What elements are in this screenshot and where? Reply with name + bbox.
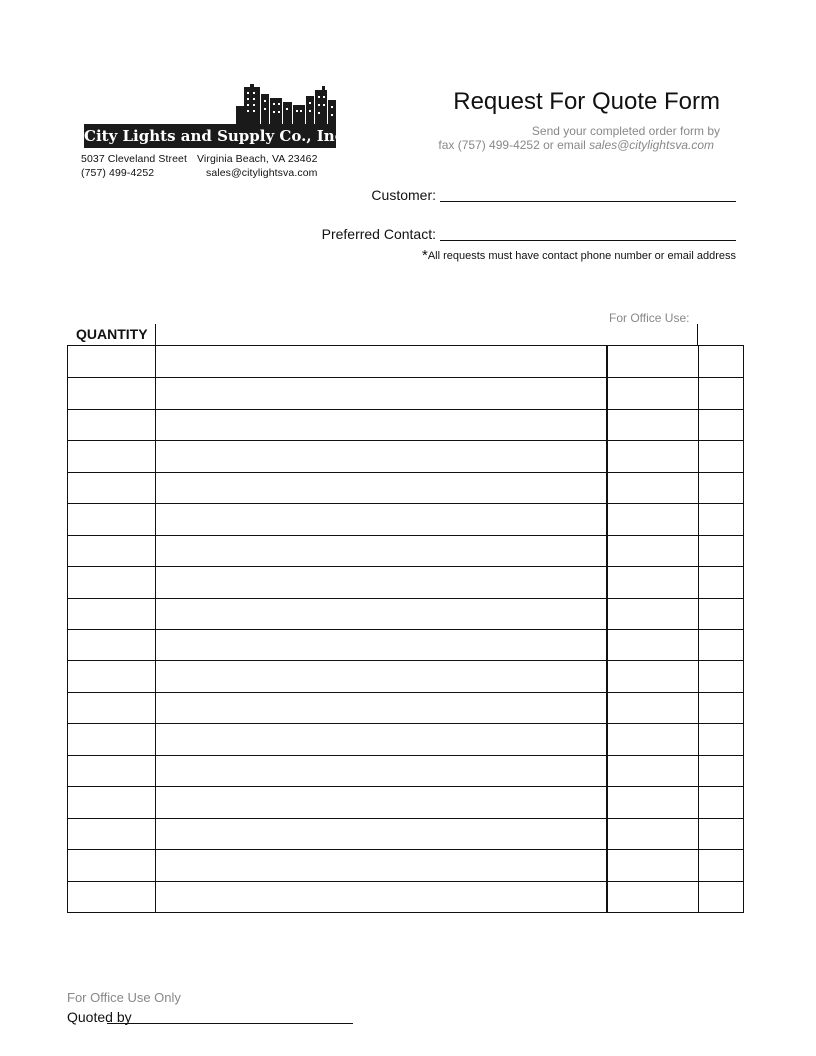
table-row-divider bbox=[68, 786, 743, 787]
fax-email-link[interactable]: sales@citylightsva.com bbox=[589, 138, 714, 152]
company-email: sales@citylightsva.com bbox=[206, 167, 318, 179]
send-instructions: Send your completed order form by bbox=[531, 124, 720, 138]
footer-office-use-label: For Office Use Only bbox=[67, 990, 181, 1005]
table-row-divider bbox=[68, 723, 743, 724]
preferred-contact-field[interactable] bbox=[440, 240, 736, 241]
contact-requirement-note bbox=[380, 247, 736, 264]
company-name: City Lights and Supply Co., Inc. bbox=[84, 127, 350, 145]
table-row-divider bbox=[68, 881, 743, 882]
table-row-divider bbox=[68, 472, 743, 473]
customer-label: Customer: bbox=[371, 187, 436, 203]
quoted-by-field[interactable] bbox=[107, 1023, 353, 1024]
table-row-divider bbox=[68, 598, 743, 599]
table-row-divider bbox=[68, 629, 743, 630]
office-use-header: For Office Use: bbox=[609, 311, 690, 325]
fax-email-instructions bbox=[380, 138, 714, 152]
table-row-divider bbox=[68, 535, 743, 536]
quoted-by-label: Quoted by bbox=[67, 1009, 132, 1025]
customer-field[interactable] bbox=[440, 201, 736, 202]
table-row-divider bbox=[68, 818, 743, 819]
company-city: Virginia Beach, VA 23462 bbox=[197, 153, 318, 165]
table-row-divider bbox=[68, 692, 743, 693]
header-divider bbox=[155, 324, 156, 346]
table-row-divider bbox=[68, 566, 743, 567]
note-asterisk: * bbox=[421, 247, 428, 264]
table-row-divider bbox=[68, 440, 743, 441]
company-phone: (757) 499-4252 bbox=[81, 167, 155, 179]
quote-items-table bbox=[67, 345, 744, 913]
table-row-divider bbox=[68, 377, 743, 378]
page-title: Request For Quote Form bbox=[453, 88, 720, 115]
table-row-divider bbox=[68, 503, 743, 504]
company-logo bbox=[84, 84, 350, 148]
note-text: All requests must have contact phone number or email address bbox=[427, 250, 736, 262]
table-row-divider bbox=[68, 755, 743, 756]
preferred-contact-label: Preferred Contact: bbox=[321, 226, 436, 242]
table-row-divider bbox=[68, 849, 743, 850]
company-street: 5037 Cleveland Street bbox=[81, 153, 188, 165]
table-row-divider bbox=[68, 409, 743, 410]
quantity-header: QUANTITY bbox=[76, 326, 148, 342]
table-row-divider bbox=[68, 660, 743, 661]
header-divider-office bbox=[697, 324, 698, 346]
fax-text: fax (757) 499-4252 or email bbox=[438, 138, 590, 152]
